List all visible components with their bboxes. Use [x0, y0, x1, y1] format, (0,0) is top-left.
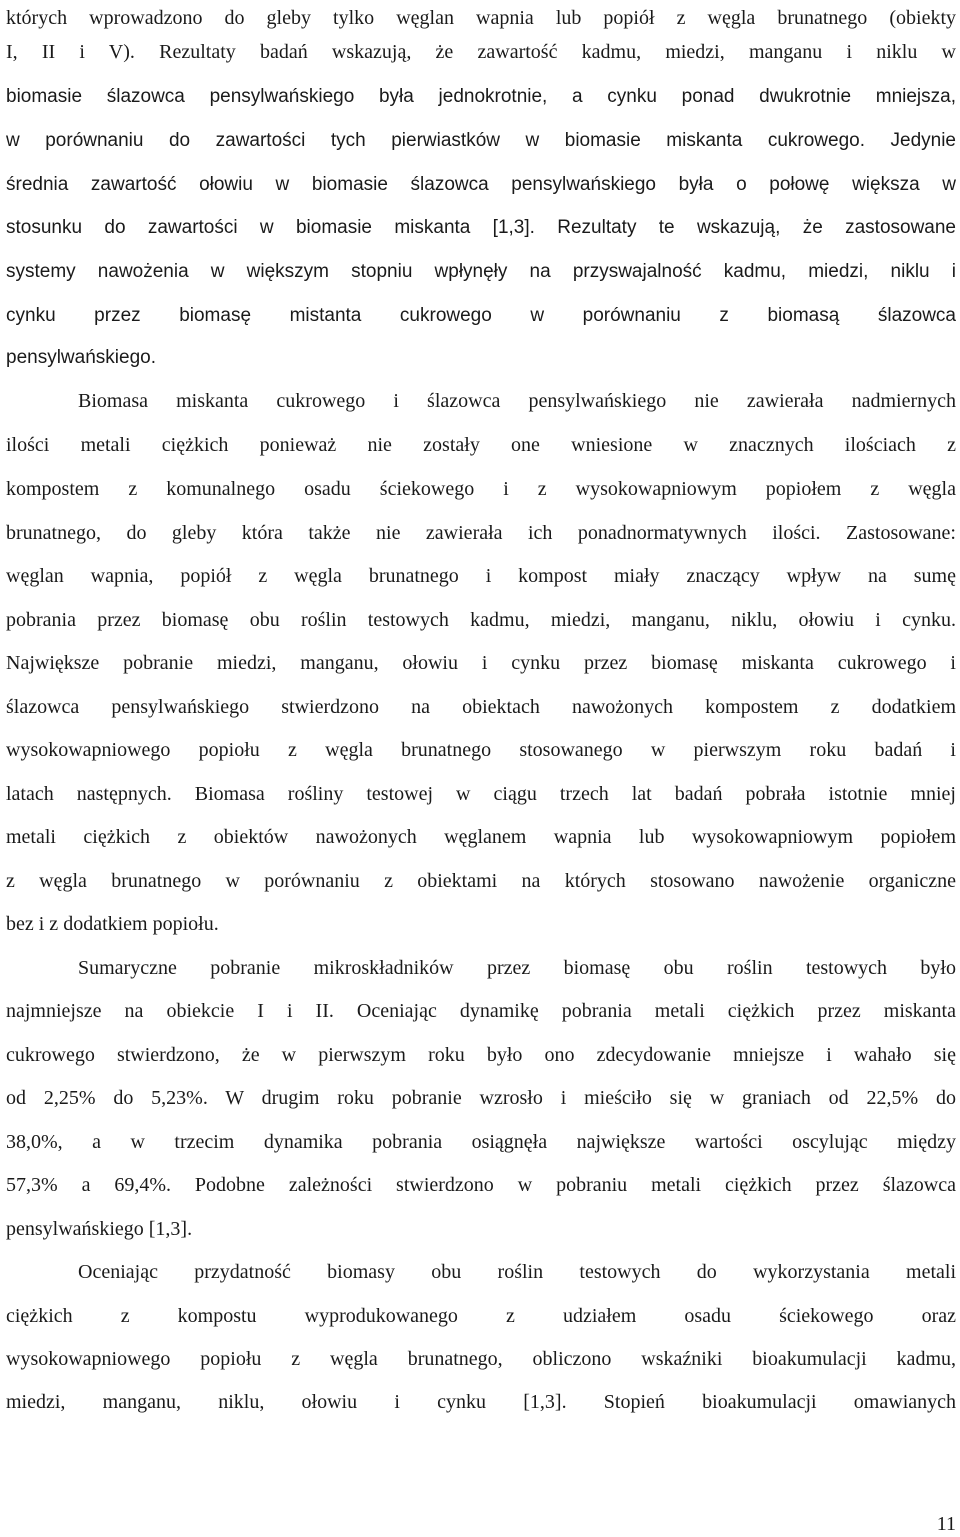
page-number: 11 [936, 1513, 956, 1535]
text-line: pensylwańskiego [1,3]. [6, 1218, 193, 1240]
text-line: pobrania przez biomasę obu roślin testowych kadmu, miedzi, manganu, niklu, ołowiu i cynku. [6, 609, 956, 631]
text-line: brunatnego, do gleby która także nie zawierała ich ponadnormatywnych ilości. Zastosowane: [6, 522, 956, 544]
text-line: 38,0%, a w trzecim dynamika pobrania osiągnęła największe wartości oscylując między [6, 1131, 956, 1153]
text-line: których wprowadzono do gleby tylko węglan wapnia lub popiół z węgla brunatnego (obiekty [6, 7, 956, 29]
text-line: cynku przez biomasę mistanta cukrowego w porównaniu z biomasą ślazowca [6, 305, 956, 326]
text-line: ilości metali ciężkich ponieważ nie zostały one wniesione w znacznych ilościach z [6, 434, 956, 456]
text-line: z węgla brunatnego w porównaniu z obiektami na których stosowano nawożenie organiczne [6, 870, 956, 892]
text-line: wysokowapniowego popiołu z węgla brunatnego, obliczono wskaźniki bioakumulacji kadmu, [6, 1348, 956, 1370]
text-line: Biomasa miskanta cukrowego i ślazowca pensylwańskiego nie zawierała nadmiernych [78, 390, 956, 412]
text-line: najmniejsze na obiekcie I i II. Oceniając dynamikę pobrania metali ciężkich przez miskanta [6, 1000, 956, 1022]
text-line: biomasie ślazowca pensylwańskiego była jednokrotnie, a cynku ponad dwukrotnie mniejsza, [6, 86, 956, 107]
text-line: I, II i V). Rezultaty badań wskazują, że zawartość kadmu, miedzi, manganu i niklu w [6, 41, 956, 63]
text-line: latach następnych. Biomasa rośliny testowej w ciągu trzech lat badań pobrała istotnie mniej [6, 783, 956, 805]
text-line: cukrowego stwierdzono, że w pierwszym roku było ono zdecydowanie mniejsze i wahało się [6, 1044, 956, 1066]
text-line: ślazowca pensylwańskiego stwierdzono na obiektach nawożonych kompostem z dodatkiem [6, 696, 956, 718]
text-line: węglan wapnia, popiół z węgla brunatnego i kompost miały znaczący wpływ na sumę [6, 565, 956, 587]
text-line: metali ciężkich z obiektów nawożonych węglanem wapnia lub wysokowapniowym popiołem [6, 826, 956, 848]
text-line: Największe pobranie miedzi, manganu, ołowiu i cynku przez biomasę miskanta cukrowego i [6, 652, 956, 674]
text-line: 57,3% a 69,4%. Podobne zależności stwierdzono w pobraniu metali ciężkich przez ślazowca [6, 1174, 956, 1196]
text-line: Sumaryczne pobranie mikroskładników przez biomasę obu roślin testowych było [78, 957, 956, 979]
text-line: w porównaniu do zawartości tych pierwiastków w biomasie miskanta cukrowego. Jedynie [6, 130, 956, 151]
text-line: kompostem z komunalnego osadu ściekowego i z wysokowapniowym popiołem z węgla [6, 478, 956, 500]
text-line: wysokowapniowego popiołu z węgla brunatnego stosowanego w pierwszym roku badań i [6, 739, 956, 761]
text-line: miedzi, manganu, niklu, ołowiu i cynku [1,3]. Stopień bioakumulacji omawianych [6, 1391, 956, 1413]
text-line: ciężkich z kompostu wyprodukowanego z udziałem osadu ściekowego oraz [6, 1305, 956, 1327]
text-line: średnia zawartość ołowiu w biomasie ślazowca pensylwańskiego była o połowę większa w [6, 174, 956, 195]
text-line: Oceniając przydatność biomasy obu roślin testowych do wykorzystania metali [78, 1261, 956, 1283]
text-line: pensylwańskiego. [6, 347, 156, 368]
text-line: systemy nawożenia w większym stopniu wpłynęły na przyswajalność kadmu, miedzi, niklu i [6, 261, 956, 282]
text-line: od 2,25% do 5,23%. W drugim roku pobranie wzrosło i mieściło się w graniach od 22,5% do [6, 1087, 956, 1109]
text-line: stosunku do zawartości w biomasie miskanta [1,3]. Rezultaty te wskazują, że zastosowane [6, 217, 956, 238]
text-line: bez i z dodatkiem popiołu. [6, 913, 219, 935]
